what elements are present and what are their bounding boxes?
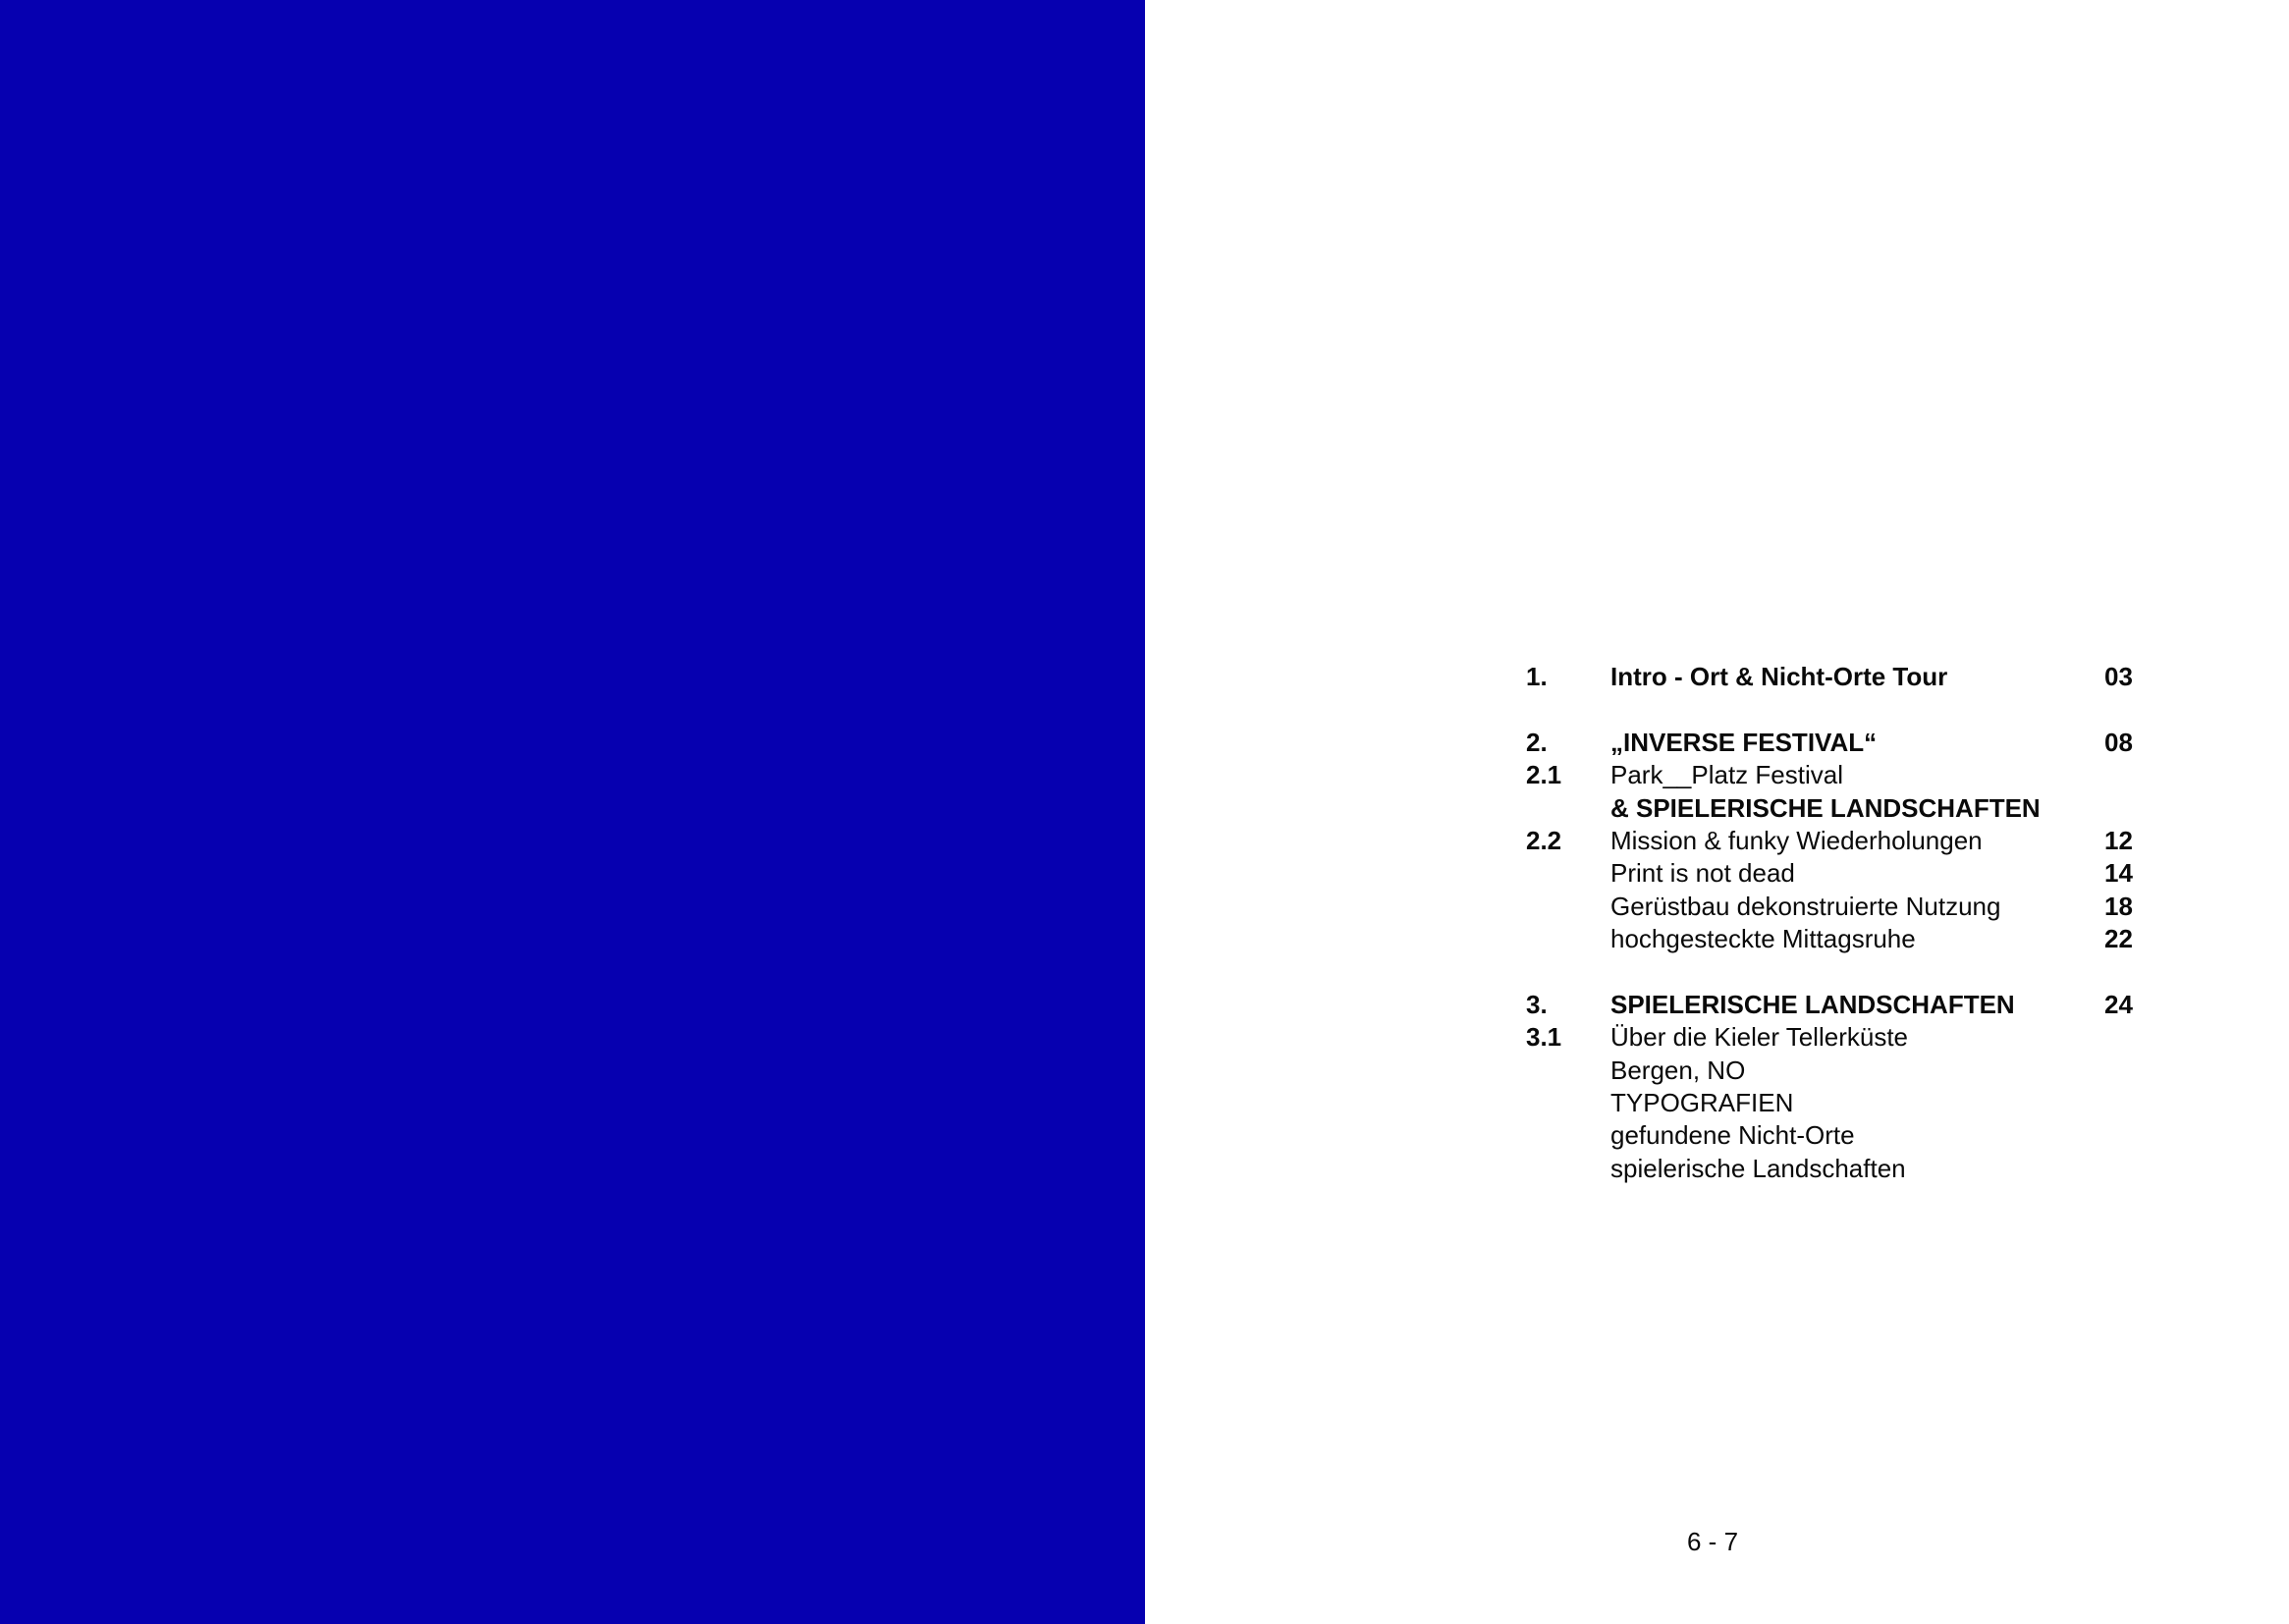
toc-page-number: 12: [2104, 825, 2133, 855]
toc-entry-title: hochgesteckte Mittagsruhe: [1610, 924, 1916, 954]
toc-entry-title: Gerüstbau dekonstruierte Nutzung: [1610, 891, 2001, 921]
toc-section-number: 1.: [1526, 662, 1548, 691]
toc-section-number: 2.2: [1526, 825, 1562, 855]
toc-row: [1526, 1153, 2145, 1185]
table-of-contents: [1526, 661, 2145, 1185]
toc-row: [1526, 989, 2145, 1021]
toc-entry-title: SPIELERISCHE LANDSCHAFTEN: [1610, 989, 2015, 1019]
toc-section-number: 2.: [1526, 727, 1548, 757]
toc-section-number: 3.1: [1526, 1022, 1562, 1053]
toc-row: [1526, 1021, 2145, 1054]
toc-entry-title: Über die Kieler Tellerküste: [1610, 1022, 1908, 1053]
toc-row: [1526, 923, 2145, 955]
toc-row: [1526, 891, 2145, 923]
toc-entry-title: gefundene Nicht-Orte: [1610, 1120, 1855, 1151]
toc-page-number: 18: [2104, 891, 2133, 921]
toc-entry-title: TYPOGRAFIEN: [1610, 1088, 1794, 1118]
toc-entry-title: „INVERSE FESTIVAL“: [1610, 727, 1878, 757]
toc-row: [1526, 1087, 2145, 1119]
toc-page-number: 24: [2104, 989, 2133, 1019]
toc-row: [1526, 759, 2145, 791]
toc-entry-title: Print is not dead: [1610, 858, 1795, 889]
toc-entry-title: Intro - Ort & Nicht-Orte Tour: [1610, 662, 1948, 691]
toc-row: [1526, 825, 2145, 857]
toc-row: [1526, 1119, 2145, 1152]
toc-page-number: 03: [2104, 662, 2133, 691]
toc-entry-title: Park__Platz Festival: [1610, 760, 1843, 790]
toc-row: [1526, 661, 2145, 693]
toc-entry-title: & SPIELERISCHE LANDSCHAFTEN: [1610, 792, 2041, 823]
toc-row: [1526, 1055, 2145, 1087]
toc-row: [1526, 792, 2145, 825]
toc-row: [1526, 857, 2145, 890]
toc-page-number: 14: [2104, 858, 2133, 889]
toc-section-number: 2.1: [1526, 760, 1562, 790]
toc-page-number: 08: [2104, 727, 2133, 757]
toc-page-number: 22: [2104, 924, 2133, 954]
toc-entry-title: Bergen, NO: [1610, 1055, 1746, 1085]
toc-section-number: 3.: [1526, 989, 1548, 1019]
toc-row: [1526, 727, 2145, 759]
page-numbers: 6 - 7: [1687, 1527, 1739, 1556]
toc-entry-title: Mission & funky Wiederholungen: [1610, 825, 1983, 855]
toc-entry-title: spielerische Landschaften: [1610, 1153, 1906, 1183]
